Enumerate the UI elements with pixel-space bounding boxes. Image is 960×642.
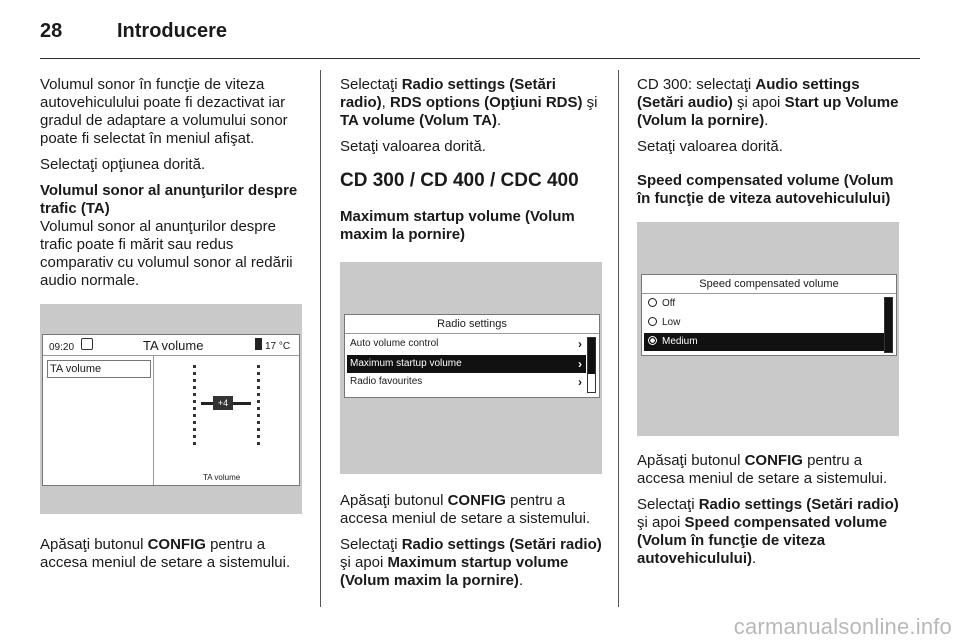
menu-path: Radio settings (Setări radio): [698, 496, 899, 513]
text: .: [518, 572, 524, 589]
menu-label: Maximum startup volume: [350, 358, 462, 369]
scrollbar-thumb: [885, 298, 892, 352]
text: Selectaţi: [637, 496, 699, 513]
screen-title: Speed compensated volume: [642, 275, 896, 294]
screenshot-speed-compensated-volume: [637, 222, 899, 436]
slider-caption: TA volume: [203, 473, 241, 482]
text: Selectaţi: [340, 536, 402, 553]
paragraph: [637, 496, 907, 568]
scrollbar-thumb: [588, 338, 595, 374]
key-name: CONFIG: [447, 492, 506, 509]
option-label: Off: [662, 298, 676, 309]
paragraph: Selectaţi opţiunea dorită.: [40, 156, 206, 173]
temperature: 17 °C: [265, 341, 291, 352]
menu-path: Maximum startup volume (Volum maxim la pornire): [340, 554, 569, 589]
option-label: Medium: [662, 336, 698, 347]
menu-item-radio-favourites: [347, 373, 586, 391]
paragraph: Volumul sonor al anunţurilor despre trafic poate fi mărit sau redus comparativ cu volumul sonor al redării audio normale.: [40, 218, 293, 289]
menu-panel: [43, 356, 154, 485]
radio-off-icon: [648, 298, 657, 307]
chapter-title: Introducere: [117, 20, 228, 42]
text: şi apoi: [340, 554, 388, 571]
chevron-right-icon: ›: [578, 357, 582, 371]
thermometer-icon: [255, 338, 262, 350]
screenshot-ta-volume: [40, 304, 302, 514]
chevron-right-icon: ›: [578, 375, 582, 389]
scrollbar: [587, 337, 596, 393]
option-low: [644, 314, 886, 332]
option-label: Low: [662, 317, 681, 328]
section-heading: Volumul sonor al anunţurilor despre trafic (TA): [40, 182, 298, 217]
display-screen: [344, 314, 600, 398]
menu-path: Radio settings (Setări radio): [340, 76, 556, 111]
radio-off-icon: [648, 317, 657, 326]
text: pentru a accesa meniul de setare a sistemului.: [340, 492, 591, 527]
menu-item-auto-volume-control: [347, 335, 586, 353]
paragraph: Setaţi valoarea dorită.: [340, 138, 486, 155]
paragraph: [40, 536, 306, 572]
paragraph: Setaţi valoarea dorită.: [637, 138, 783, 155]
menu-path: TA volume (Volum TA): [340, 112, 497, 129]
timer-icon: [81, 338, 93, 350]
column-middle: [340, 76, 602, 598]
paragraph: [637, 452, 907, 488]
text: Apăsaţi butonul: [637, 452, 745, 469]
menu-item-maximum-startup-volume: [347, 355, 586, 373]
text: .: [496, 112, 502, 129]
column-divider: [618, 70, 619, 607]
text: ,: [381, 94, 391, 111]
option-medium: [644, 333, 886, 351]
column-divider: [320, 70, 321, 607]
menu-item-ta-volume: TA volume: [47, 360, 151, 378]
screen-title: Radio settings: [345, 315, 599, 334]
text: pentru a accesa meniul de setare a sistemului.: [637, 452, 888, 487]
paragraph: Volumul sonor în funcţie de viteza autovehiculului poate fi dezactivat iar gradul de adaptare a volumului sonor poate fi selectat în meniul afişat.: [40, 76, 288, 147]
display-screen: [641, 274, 897, 356]
chevron-right-icon: ›: [578, 337, 582, 351]
menu-path: Radio settings (Setări radio): [401, 536, 602, 553]
clock-time: 09:20: [49, 342, 75, 353]
menu-path: Start up Volume (Volum la pornire): [637, 94, 899, 129]
text: Apăsaţi butonul: [40, 536, 148, 553]
paragraph: [340, 492, 602, 528]
status-bar: [43, 335, 299, 356]
page-number: 28: [40, 20, 63, 42]
page-header: [40, 12, 920, 52]
watermark: carmanualsonline.info: [733, 614, 952, 639]
text: şi apoi: [637, 514, 685, 531]
key-name: CONFIG: [744, 452, 803, 469]
subsection-heading: Maximum startup volume (Volum maxim la pornire): [340, 208, 575, 243]
column-left: [40, 76, 306, 580]
header-divider: [40, 58, 920, 59]
volume-value-badge: +4: [213, 396, 233, 410]
section-heading: CD 300 / CD 400 / CDC 400: [340, 170, 579, 191]
column-right: [637, 76, 907, 576]
text: .: [752, 550, 757, 567]
text: şi apoi: [732, 94, 785, 111]
text: .: [764, 112, 769, 129]
screen-title: TA volume: [143, 338, 204, 353]
subsection-heading: Speed compensated volume (Volum în funcţie de viteza autovehiculului): [637, 172, 894, 207]
paragraph: [637, 76, 907, 130]
text: CD 300: selectaţi: [637, 76, 756, 93]
volume-scale-left: [193, 365, 196, 445]
option-off: [644, 295, 886, 313]
screenshot-radio-settings: [340, 262, 602, 474]
paragraph: [340, 536, 602, 590]
radio-on-icon: [648, 336, 657, 345]
menu-path: Audio settings (Setări audio): [637, 76, 860, 111]
volume-scale-right: [257, 365, 260, 445]
key-name: CONFIG: [147, 536, 206, 553]
text: pentru a accesa meniul de setare a sistemului.: [40, 536, 291, 571]
scrollbar: [884, 297, 893, 353]
display-screen: [42, 334, 300, 486]
text: Apăsaţi butonul: [340, 492, 448, 509]
menu-path: Speed compensated volume (Volum în funcţie de viteza autovehiculului): [637, 514, 888, 567]
text: Selectaţi: [340, 76, 402, 93]
text: şi: [582, 94, 598, 111]
paragraph: [340, 76, 602, 130]
menu-path: RDS options (Opţiuni RDS): [390, 94, 583, 111]
menu-label: Radio favourites: [350, 376, 423, 387]
menu-label: Auto volume control: [350, 338, 439, 349]
